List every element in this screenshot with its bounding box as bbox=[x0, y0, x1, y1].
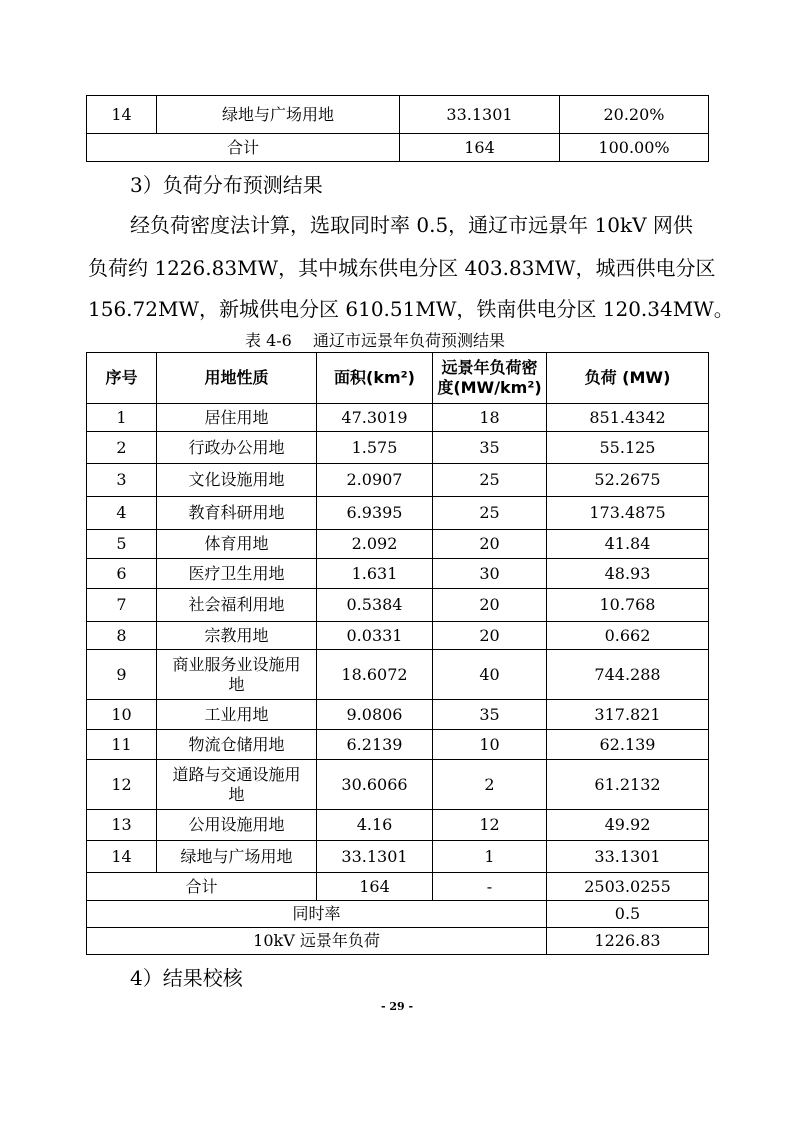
table-row bbox=[87, 760, 709, 810]
row-load: 55.125 bbox=[547, 432, 709, 464]
row-load: 851.4342 bbox=[547, 404, 709, 432]
row-landuse bbox=[157, 622, 317, 650]
row-seq: 11 bbox=[87, 730, 157, 760]
table-row bbox=[87, 730, 709, 760]
table-row bbox=[87, 650, 709, 700]
row-area: 30.6066 bbox=[317, 760, 433, 810]
total-area: 164 bbox=[317, 873, 433, 901]
row-seq: 14 bbox=[87, 96, 157, 134]
row-load: 52.2675 bbox=[547, 464, 709, 497]
row-landuse-line: 体育用地 bbox=[204, 534, 269, 553]
row-area: 33.1301 bbox=[400, 96, 560, 134]
total-percent: 100.00% bbox=[560, 134, 709, 162]
row-seq: 12 bbox=[87, 760, 157, 810]
row-area: 2.0907 bbox=[317, 464, 433, 497]
row-landuse-line: 行政办公用地 bbox=[188, 437, 285, 457]
header-seq: 序号 bbox=[87, 353, 157, 404]
row-area: 6.9395 bbox=[317, 497, 433, 530]
row-landuse-line: 宗教用地 bbox=[204, 625, 269, 645]
table-row bbox=[87, 96, 709, 134]
row-percent: 20.20% bbox=[560, 96, 709, 134]
total-density: - bbox=[433, 873, 547, 901]
row-density: 35 bbox=[433, 700, 547, 730]
row-seq: 5 bbox=[87, 530, 157, 559]
row-landuse-line: 文化设施用地 bbox=[188, 470, 285, 489]
row-density: 10 bbox=[433, 730, 547, 760]
row-area: 0.0331 bbox=[317, 622, 433, 650]
row-density: 20 bbox=[433, 530, 547, 559]
row-density: 30 bbox=[433, 559, 547, 589]
header-area: 面积(km²) bbox=[317, 353, 433, 404]
row-density: 12 bbox=[433, 810, 547, 841]
page-number: - 29 - bbox=[380, 1000, 414, 1013]
row-landuse-line: 地 bbox=[228, 784, 245, 804]
row-area: 0.5384 bbox=[317, 589, 433, 622]
row-density: 35 bbox=[433, 432, 547, 464]
section-4-heading: 4）结果校核 bbox=[130, 966, 243, 990]
row-landuse-line: 绿地与广场用地 bbox=[180, 846, 293, 866]
load-forecast-table bbox=[86, 352, 709, 955]
row-seq: 6 bbox=[87, 559, 157, 589]
simultaneity-value: 0.5 bbox=[547, 901, 709, 928]
row-seq: 3 bbox=[87, 464, 157, 497]
row-landuse bbox=[157, 700, 317, 730]
row-load: 61.2132 bbox=[547, 760, 709, 810]
top-table-total-row bbox=[87, 134, 709, 162]
row-load: 173.4875 bbox=[547, 497, 709, 530]
row-area: 6.2139 bbox=[317, 730, 433, 760]
row-load: 10.768 bbox=[547, 589, 709, 622]
row-area: 1.631 bbox=[317, 559, 433, 589]
table-row bbox=[87, 810, 709, 841]
row-density: 25 bbox=[433, 497, 547, 530]
total-row bbox=[87, 873, 709, 901]
row-load: 49.92 bbox=[547, 810, 709, 841]
table-row bbox=[87, 530, 709, 559]
row-area: 2.092 bbox=[317, 530, 433, 559]
section-3-line-2: 负荷约 1226.83MW，其中城东供电分区 403.83MW，城西供电分区 bbox=[88, 256, 716, 280]
row-seq: 7 bbox=[87, 589, 157, 622]
row-load: 62.139 bbox=[547, 730, 709, 760]
row-density: 40 bbox=[433, 650, 547, 700]
row-load: 0.662 bbox=[547, 622, 709, 650]
row-landuse bbox=[157, 841, 317, 873]
row-landuse bbox=[157, 589, 317, 622]
row-landuse bbox=[157, 530, 317, 559]
row-density: 25 bbox=[433, 464, 547, 497]
simultaneity-row bbox=[87, 901, 709, 928]
section-3-line-1: 经负荷密度法计算，选取同时率 0.5，通辽市远景年 10kV 网供 bbox=[130, 213, 693, 237]
table-row bbox=[87, 622, 709, 650]
row-seq: 1 bbox=[87, 404, 157, 432]
row-area: 47.3019 bbox=[317, 404, 433, 432]
row-load: 744.288 bbox=[547, 650, 709, 700]
row-landuse-line: 居住用地 bbox=[204, 407, 269, 427]
header-landuse: 用地性质 bbox=[157, 353, 317, 404]
header-density-line-1: 远景年负荷密 bbox=[441, 358, 538, 377]
row-landuse: 绿地与广场用地 bbox=[157, 96, 400, 134]
row-area: 4.16 bbox=[317, 810, 433, 841]
row-seq: 4 bbox=[87, 497, 157, 530]
section-3-heading: 3）负荷分布预测结果 bbox=[130, 173, 323, 197]
final-load-value: 1226.83 bbox=[547, 928, 709, 955]
row-landuse-line: 医疗卫生用地 bbox=[188, 563, 285, 583]
row-landuse-line: 社会福利用地 bbox=[188, 595, 285, 614]
row-seq: 10 bbox=[87, 700, 157, 730]
row-seq: 14 bbox=[87, 841, 157, 873]
row-seq: 2 bbox=[87, 432, 157, 464]
row-density: 1 bbox=[433, 841, 547, 873]
row-landuse-line: 教育科研用地 bbox=[188, 503, 285, 522]
row-landuse bbox=[157, 497, 317, 530]
total-label: 合计 bbox=[87, 873, 317, 901]
row-landuse bbox=[157, 650, 317, 700]
row-load: 33.1301 bbox=[547, 841, 709, 873]
section-3-line-3: 156.72MW，新城供电分区 610.51MW，铁南供电分区 120.34MW。 bbox=[88, 297, 734, 321]
total-load: 2503.0255 bbox=[547, 873, 709, 901]
row-load: 317.821 bbox=[547, 700, 709, 730]
row-density: 2 bbox=[433, 760, 547, 810]
row-density: 20 bbox=[433, 589, 547, 622]
row-landuse-line: 地 bbox=[228, 674, 245, 694]
row-seq: 13 bbox=[87, 810, 157, 841]
table-row bbox=[87, 404, 709, 432]
header-density bbox=[433, 353, 547, 404]
row-landuse-line: 工业用地 bbox=[204, 704, 269, 724]
simultaneity-label: 同时率 bbox=[87, 901, 547, 928]
row-landuse-line: 物流仓储用地 bbox=[188, 734, 285, 754]
header-load: 负荷 (MW) bbox=[547, 353, 709, 404]
row-landuse-line: 道路与交通设施用 bbox=[172, 764, 301, 784]
landuse-area-table-continued bbox=[86, 95, 709, 162]
row-density: 20 bbox=[433, 622, 547, 650]
table-caption: 表 4-6 通辽市远景年负荷预测结果 bbox=[245, 331, 505, 350]
row-area: 18.6072 bbox=[317, 650, 433, 700]
row-seq: 9 bbox=[87, 650, 157, 700]
table-row bbox=[87, 497, 709, 530]
row-landuse bbox=[157, 432, 317, 464]
row-landuse bbox=[157, 404, 317, 432]
row-landuse bbox=[157, 464, 317, 497]
row-landuse-line: 公用设施用地 bbox=[188, 815, 285, 834]
final-load-label: 10kV 远景年负荷 bbox=[87, 928, 547, 955]
table-row bbox=[87, 841, 709, 873]
total-area: 164 bbox=[400, 134, 560, 162]
header-row bbox=[87, 353, 709, 404]
table-row bbox=[87, 559, 709, 589]
row-load: 41.84 bbox=[547, 530, 709, 559]
row-landuse bbox=[157, 810, 317, 841]
table-row bbox=[87, 589, 709, 622]
final-load-row bbox=[87, 928, 709, 955]
table-row bbox=[87, 700, 709, 730]
row-density: 18 bbox=[433, 404, 547, 432]
row-landuse bbox=[157, 730, 317, 760]
table-row bbox=[87, 432, 709, 464]
row-area: 9.0806 bbox=[317, 700, 433, 730]
header-density-line-2: 度(MW/km²) bbox=[437, 378, 542, 397]
row-seq: 8 bbox=[87, 622, 157, 650]
row-load: 48.93 bbox=[547, 559, 709, 589]
row-landuse bbox=[157, 559, 317, 589]
total-label: 合计 bbox=[87, 134, 400, 162]
table-row bbox=[87, 464, 709, 497]
row-landuse bbox=[157, 760, 317, 810]
row-area: 33.1301 bbox=[317, 841, 433, 873]
row-area: 1.575 bbox=[317, 432, 433, 464]
row-landuse-line: 商业服务业设施用 bbox=[172, 654, 301, 674]
